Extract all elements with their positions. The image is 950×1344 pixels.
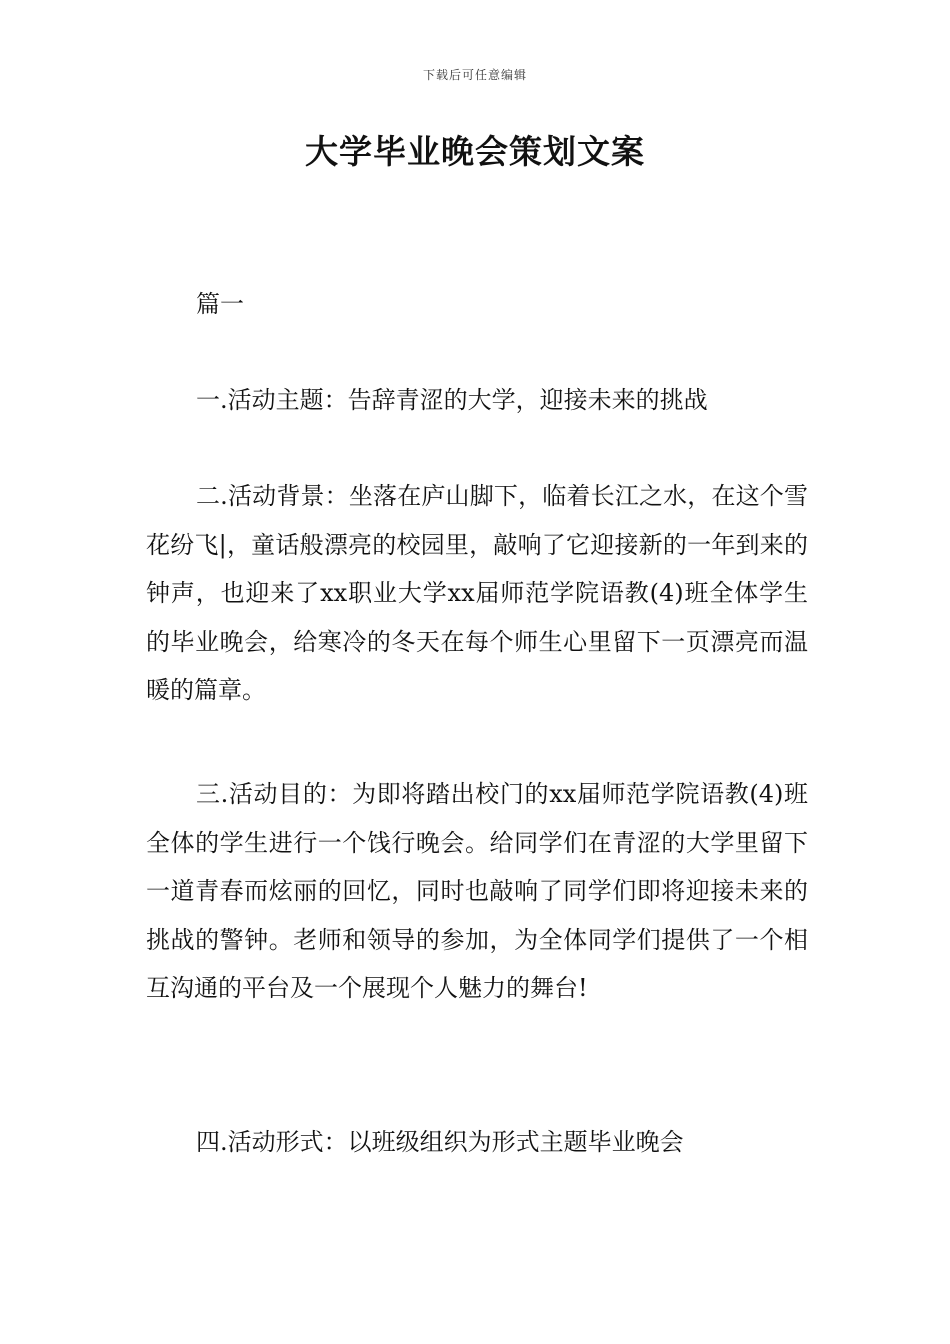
section-label: 篇一 bbox=[196, 290, 244, 318]
paragraph-activity-purpose: 三.活动目的：为即将踏出校门的xx届师范学院语教(4)班全体的学生进行一个饯行晚会。给同学们在青涩的大学里留下一道青春而炫丽的回忆，同时也敲响了同学们即将迎接未来的挑战的警钟。老师和领导的参加，为全体同学们提供了一个相互沟通的平台及一个展现个人魅力的舞台! bbox=[146, 780, 808, 1003]
paragraph-activity-theme: 一.活动主题：告辞青涩的大学，迎接未来的挑战 bbox=[196, 386, 708, 414]
header-note: 下载后可任意编辑 bbox=[422, 68, 527, 82]
paragraph-activity-background: 二.活动背景：坐落在庐山脚下，临着长江之水，在这个雪花纷飞|，童话般漂亮的校园里，敲响了它迎接新的一年到来的钟声，也迎来了xx职业大学xx届师范学院语教(4)班全体学生的毕业晚会，给寒冷的冬天在每个师生心里留下一页漂亮而温暖的篇章。 bbox=[146, 482, 808, 705]
paragraph-activity-format: 四.活动形式：以班级组织为形式主题毕业晚会 bbox=[196, 1128, 684, 1156]
document-title: 大学毕业晚会策划文案 bbox=[305, 132, 645, 171]
